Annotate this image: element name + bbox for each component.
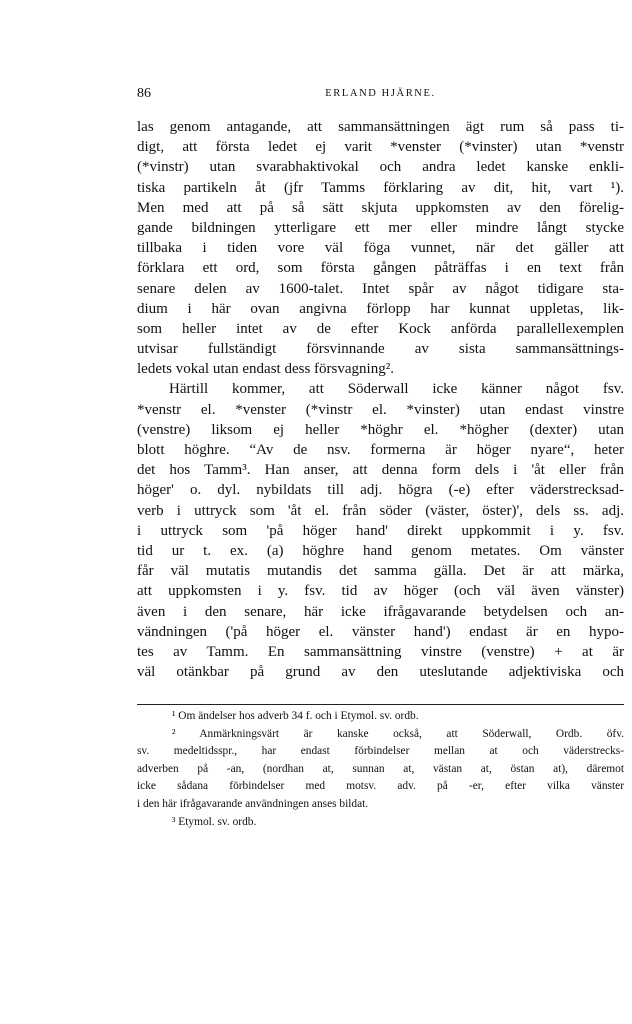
text-line: förklara ett ord, som första gången påträffas i en text från — [137, 260, 624, 277]
text-line: senare delen av 1600-talet. Intet spår av något tidigare sta- — [137, 280, 624, 297]
text-line: gande bildningen ytterligare ett mer eller mindre långt stycke — [137, 219, 624, 236]
text-line: höger' o. dyl. nybildats till adj. högra (-e) efter väderstrecksad- — [137, 482, 624, 499]
text-line: som heller intet av de efter Kock anförda parallellexemplen — [137, 320, 624, 337]
text-line: verb i uttryck som 'åt el. från söder (väster, öster)', dels ss. adj. — [137, 502, 624, 519]
text-line: (*vinstr) utan svarabhaktivokal och andra ledet kanske enkli- — [137, 159, 624, 176]
footnote-divider — [137, 704, 624, 705]
text-line: Men med att på så sätt skjuta uppkomsten av den förelig- — [137, 199, 624, 216]
footnote-1: ¹ Om ändelser hos adverb 34 f. och i Etymol. sv. ordb. — [172, 710, 419, 722]
text-line: tiska partikeln åt (jfr Tamms förklaring av dit, hit, vart ¹). — [137, 179, 624, 196]
text-line: dium i här ovan angivna förlopp har kunnat uppletas, lik- — [137, 300, 624, 317]
footnotes — [137, 708, 624, 831]
text-line: att uppkomsten i y. fsv. tid av höger (och väl även vänster) — [137, 583, 624, 600]
text-line: (venstre) liksom ej heller *höghr el. *högher (dexter) utan — [137, 421, 624, 438]
text-line: utvisar fullständigt försvinnande av sista sammansättnings- — [137, 341, 624, 358]
text-line: tes av Tamm. En sammansättning vinstre (venstre) + at är — [137, 643, 624, 660]
body-text — [137, 117, 624, 682]
footnote-line: sv. medeltidsspr., har endast förbindelser mellan at och väderstrecks- — [137, 745, 624, 758]
text-line: las genom antagande, att sammansättningen ägt rum så pass ti- — [137, 119, 624, 135]
text-line: *venstr el. *venster (*vinstr el. *vinster) utan endast vinstre — [137, 401, 624, 418]
page-number: 86 — [137, 86, 151, 101]
text-line: det hos Tamm³. Han anser, att denna form dels i 'åt eller från — [137, 462, 624, 479]
text-line: tid ur t. ex. (a) höghre hand genom metates. Om vänster — [137, 542, 624, 559]
footnote-line: i den här ifrågavarande användningen anses bildat. — [137, 797, 369, 810]
paragraph-end-line: ledets vokal utan endast dess försvagning². — [137, 361, 394, 378]
paragraph-start-line: Härtill kommer, att Söderwall icke känner något fsv. — [169, 381, 624, 398]
footnote-3: ³ Etymol. sv. ordb. — [172, 815, 257, 828]
text-line: tillbaka i tiden vore väl föga vunnet, när det gäller att — [137, 240, 624, 257]
text-line: i uttryck som 'på höger hand' direkt uppkommit i y. fsv. — [137, 522, 624, 539]
footnote-line: icke sådana förbindelser med motsv. adv. på -er, efter vilka vänster — [137, 780, 624, 793]
running-head: ERLAND HJÄRNE. — [325, 88, 436, 99]
text-line: vändningen ('på höger el. vänster hand') endast är en hypo- — [137, 623, 624, 640]
text-line: blott höghre. “Av de nsv. formerna är höger nyare“, heter — [137, 442, 624, 458]
page-header — [137, 86, 624, 106]
text-line: väl otänkbar på grund av den uteslutande adjektiviska och — [137, 664, 624, 681]
text-line: även i den senare, här icke ifrågavarande betydelsen och an- — [137, 603, 624, 620]
text-line: får väl mutatis mutandis det samma gälla. Det är att märka, — [137, 563, 624, 580]
text-line: digt, att första ledet ej varit *venster (*vinster) utan *venstr — [137, 139, 624, 156]
footnote-2: ² Anmärkningsvärt är kanske också, att Söderwall, Ordb. öfv. — [172, 727, 624, 740]
footnote-line: adverben på -an, (nordhan at, sunnan at, västan at, östan at), däremot — [137, 762, 624, 775]
